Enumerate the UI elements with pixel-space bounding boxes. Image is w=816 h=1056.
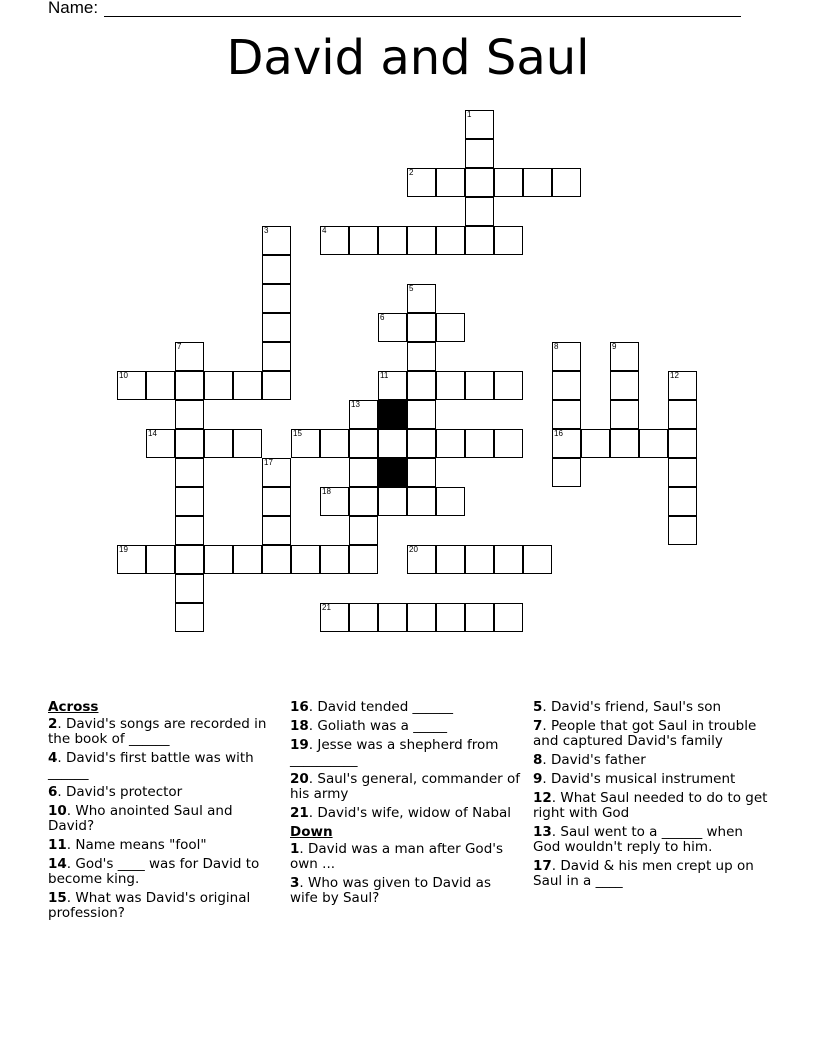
cell-number: 1 <box>467 110 472 119</box>
clue-number: 2 <box>48 716 58 732</box>
across-heading: Across <box>48 699 99 715</box>
clue-number: 18 <box>290 718 309 734</box>
crossword-cell[interactable] <box>552 371 581 400</box>
crossword-cell[interactable] <box>523 545 552 574</box>
crossword-cell[interactable] <box>349 400 378 429</box>
crossword-cell[interactable] <box>523 168 552 197</box>
crossword-cell[interactable] <box>465 429 494 458</box>
crossword-cell[interactable] <box>668 458 697 487</box>
crossword-cell[interactable] <box>175 458 204 487</box>
cell-number: 9 <box>612 342 617 351</box>
clue-item: 2. David's songs are recorded in the book of ______ <box>48 716 267 747</box>
crossword-cell[interactable] <box>320 226 349 255</box>
crossword-cell[interactable] <box>494 603 523 632</box>
crossword-cell[interactable] <box>552 168 581 197</box>
cell-number: 21 <box>322 603 331 612</box>
crossword-cell[interactable] <box>668 429 697 458</box>
clue-text: David's songs are recorded in the book of ______ <box>48 716 267 747</box>
crossword-cell[interactable] <box>320 487 349 516</box>
crossword-cell[interactable] <box>349 487 378 516</box>
crossword-cell[interactable] <box>349 603 378 632</box>
crossword-cell[interactable] <box>378 603 407 632</box>
clue-item: 7. People that got Saul in trouble and captured David's family <box>533 718 757 749</box>
clue-text: David's father <box>551 752 646 768</box>
crossword-cell[interactable] <box>175 342 204 371</box>
crossword-cell[interactable] <box>465 139 494 168</box>
crossword-cell[interactable] <box>552 458 581 487</box>
clue-number: 3 <box>290 875 300 891</box>
crossword-cell[interactable] <box>436 429 465 458</box>
clue-number: 9 <box>533 771 543 787</box>
clue-text: What was David's original profession? <box>48 890 251 921</box>
clue-text: David was a man after God's own ... <box>290 841 504 872</box>
clue-text: People that got Saul in trouble and captured David's family <box>533 718 757 749</box>
crossword-cell[interactable] <box>175 371 204 400</box>
crossword-cell[interactable] <box>407 545 436 574</box>
cell-number: 6 <box>380 313 385 322</box>
clue-text: David's protector <box>66 784 183 800</box>
crossword-cell[interactable] <box>465 226 494 255</box>
crossword-cell[interactable] <box>436 313 465 342</box>
crossword-cell[interactable] <box>465 110 494 139</box>
crossword-cell[interactable] <box>349 226 378 255</box>
clue-text: David & his men crept up on Saul in a ____ <box>533 858 754 889</box>
clue-column-3 <box>533 700 768 893</box>
crossword-cell[interactable] <box>407 313 436 342</box>
crossword-cell[interactable] <box>581 429 610 458</box>
clue-item: 14. God's ____ was for David to become king. <box>48 856 260 887</box>
crossword-cell[interactable] <box>175 429 204 458</box>
clue-item: 1. David was a man after God's own ... <box>290 841 504 872</box>
crossword-cell[interactable] <box>407 284 436 313</box>
clue-item: 16. David tended ______ <box>290 699 454 715</box>
crossword-cell[interactable] <box>175 603 204 632</box>
clue-number: 7 <box>533 718 543 734</box>
clue-number: 13 <box>533 824 552 840</box>
crossword-cell[interactable] <box>320 603 349 632</box>
clue-text: Jesse was a shepherd from __________ <box>290 737 499 768</box>
crossword-cell[interactable] <box>117 545 146 574</box>
cell-number: 15 <box>293 429 302 438</box>
clue-number: 10 <box>48 803 67 819</box>
crossword-cell[interactable] <box>146 545 175 574</box>
crossword-cell[interactable] <box>262 371 291 400</box>
crossword-cell[interactable] <box>494 371 523 400</box>
crossword-cell[interactable] <box>465 545 494 574</box>
crossword-cell[interactable] <box>407 487 436 516</box>
crossword-cell[interactable] <box>262 487 291 516</box>
crossword-cell[interactable] <box>668 487 697 516</box>
crossword-cell[interactable] <box>465 603 494 632</box>
crossword-block <box>378 400 407 429</box>
crossword-cell[interactable] <box>436 603 465 632</box>
clue-number: 21 <box>290 805 309 821</box>
cell-number: 3 <box>264 226 269 235</box>
clue-text: Goliath was a _____ <box>317 718 447 734</box>
cell-number: 2 <box>409 168 414 177</box>
crossword-cell[interactable] <box>436 545 465 574</box>
crossword-cell[interactable] <box>378 313 407 342</box>
crossword-cell[interactable] <box>320 545 349 574</box>
cell-number: 17 <box>264 458 273 467</box>
clue-text: What Saul needed to do to get right with God <box>533 790 768 821</box>
crossword-cell[interactable] <box>349 429 378 458</box>
crossword-block <box>378 458 407 487</box>
clue-number: 1 <box>290 841 300 857</box>
cell-number: 11 <box>380 371 389 380</box>
crossword-cell[interactable] <box>378 429 407 458</box>
crossword-cell[interactable] <box>117 371 146 400</box>
name-label: Name: <box>48 0 99 17</box>
clue-text: Name means "fool" <box>75 837 207 853</box>
crossword-cell[interactable] <box>465 197 494 226</box>
crossword-cell[interactable] <box>436 487 465 516</box>
crossword-cell[interactable] <box>204 545 233 574</box>
clue-item: 19. Jesse was a shepherd from __________ <box>290 737 499 768</box>
crossword-cell[interactable] <box>262 313 291 342</box>
cell-number: 4 <box>322 226 327 235</box>
crossword-cell[interactable] <box>610 400 639 429</box>
clue-number: 8 <box>533 752 543 768</box>
crossword-cell[interactable] <box>552 342 581 371</box>
crossword-cell[interactable] <box>668 516 697 545</box>
clue-item: 17. David & his men crept up on Saul in a ____ <box>533 858 754 889</box>
crossword-cell[interactable] <box>175 574 204 603</box>
cell-number: 13 <box>351 400 360 409</box>
clue-item: 10. Who anointed Saul and David? <box>48 803 233 834</box>
crossword-cell[interactable] <box>407 429 436 458</box>
crossword-cell[interactable] <box>378 487 407 516</box>
crossword-cell[interactable] <box>378 226 407 255</box>
cell-number: 14 <box>148 429 157 438</box>
cell-number: 7 <box>177 342 182 351</box>
crossword-cell[interactable] <box>552 429 581 458</box>
cell-number: 16 <box>554 429 563 438</box>
crossword-cell[interactable] <box>436 371 465 400</box>
crossword-cell[interactable] <box>610 429 639 458</box>
crossword-cell[interactable] <box>494 168 523 197</box>
down-heading: Down <box>290 824 333 840</box>
crossword-cell[interactable] <box>262 226 291 255</box>
clue-item: 3. Who was given to David as wife by Saul? <box>290 875 491 906</box>
clue-number: 12 <box>533 790 552 806</box>
crossword-cell[interactable] <box>552 400 581 429</box>
clue-text: David's friend, Saul's son <box>551 699 722 715</box>
clue-text: God's ____ was for David to become king. <box>48 856 260 887</box>
clue-text: Who anointed Saul and David? <box>48 803 233 834</box>
cell-number: 10 <box>119 371 128 380</box>
clue-number: 17 <box>533 858 552 874</box>
crossword-cell[interactable] <box>233 371 262 400</box>
crossword-cell[interactable] <box>349 458 378 487</box>
crossword-cell[interactable] <box>175 545 204 574</box>
crossword-cell[interactable] <box>407 342 436 371</box>
clue-text: Saul's general, commander of his army <box>290 771 521 802</box>
clue-text: Who was given to David as wife by Saul? <box>290 875 491 906</box>
clue-number: 5 <box>533 699 543 715</box>
crossword-cell[interactable] <box>175 516 204 545</box>
crossword-cell[interactable] <box>146 429 175 458</box>
crossword-cell[interactable] <box>349 516 378 545</box>
clue-item: 12. What Saul needed to do to get right with God <box>533 790 768 821</box>
clue-number: 19 <box>290 737 309 753</box>
clue-number: 4 <box>48 750 58 766</box>
crossword-cell[interactable] <box>407 168 436 197</box>
clue-number: 11 <box>48 837 67 853</box>
cell-number: 8 <box>554 342 559 351</box>
crossword-cell[interactable] <box>349 545 378 574</box>
clue-text: David's musical instrument <box>551 771 736 787</box>
clue-column-2 <box>290 700 520 910</box>
crossword-cell[interactable] <box>407 603 436 632</box>
crossword-cell[interactable] <box>436 168 465 197</box>
crossword-cell[interactable] <box>262 458 291 487</box>
crossword-cell[interactable] <box>291 429 320 458</box>
crossword-cell[interactable] <box>436 226 465 255</box>
crossword-cell[interactable] <box>175 400 204 429</box>
clue-column-1 <box>48 700 270 925</box>
cell-number: 12 <box>670 371 679 380</box>
crossword-cell[interactable] <box>262 342 291 371</box>
clue-text: Saul went to a ______ when God wouldn't reply to him. <box>533 824 743 855</box>
crossword-cell[interactable] <box>262 284 291 313</box>
clue-item: 15. What was David's original profession? <box>48 890 251 921</box>
crossword-cell[interactable] <box>262 545 291 574</box>
clue-item: 6. David's protector <box>48 784 183 800</box>
crossword-cell[interactable] <box>378 371 407 400</box>
crossword-cell[interactable] <box>262 255 291 284</box>
clue-text: David's first battle was with ______ <box>48 750 254 781</box>
crossword-cell[interactable] <box>668 371 697 400</box>
crossword-cell[interactable] <box>233 545 262 574</box>
clue-number: 15 <box>48 890 67 906</box>
crossword-cell[interactable] <box>291 545 320 574</box>
crossword-cell[interactable] <box>233 429 262 458</box>
clue-item: 13. Saul went to a ______ when God wouldn't reply to him. <box>533 824 743 855</box>
crossword-cell[interactable] <box>320 429 349 458</box>
clue-item: 20. Saul's general, commander of his army <box>290 771 521 802</box>
crossword-cell[interactable] <box>668 400 697 429</box>
cell-number: 5 <box>409 284 414 293</box>
clue-item: 11. Name means "fool" <box>48 837 207 853</box>
crossword-cell[interactable] <box>262 516 291 545</box>
clue-item: 4. David's first battle was with ______ <box>48 750 254 781</box>
clue-number: 6 <box>48 784 58 800</box>
crossword-cell[interactable] <box>175 487 204 516</box>
clue-item: 9. David's musical instrument <box>533 771 736 787</box>
crossword-cell[interactable] <box>407 458 436 487</box>
crossword-cell[interactable] <box>494 226 523 255</box>
clue-item: 18. Goliath was a _____ <box>290 718 447 734</box>
page-title: David and Saul <box>226 30 590 86</box>
crossword-cell[interactable] <box>407 400 436 429</box>
crossword-cell[interactable] <box>494 429 523 458</box>
clue-item: 5. David's friend, Saul's son <box>533 699 722 715</box>
crossword-cell[interactable] <box>639 429 668 458</box>
crossword-cell[interactable] <box>204 371 233 400</box>
cell-number: 18 <box>322 487 331 496</box>
crossword-cell[interactable] <box>407 371 436 400</box>
cell-number: 20 <box>409 545 418 554</box>
cell-number: 19 <box>119 545 128 554</box>
crossword-cell[interactable] <box>204 429 233 458</box>
clue-number: 14 <box>48 856 67 872</box>
clue-text: David tended ______ <box>317 699 454 715</box>
crossword-cell[interactable] <box>465 168 494 197</box>
crossword-cell[interactable] <box>494 545 523 574</box>
clue-text: David's wife, widow of Nabal <box>317 805 512 821</box>
clue-item: 8. David's father <box>533 752 646 768</box>
crossword-cell[interactable] <box>610 342 639 371</box>
clue-number: 16 <box>290 699 309 715</box>
crossword-cell[interactable] <box>407 226 436 255</box>
crossword-cell[interactable] <box>465 371 494 400</box>
clue-number: 20 <box>290 771 309 787</box>
crossword-cell[interactable] <box>610 371 639 400</box>
crossword-cell[interactable] <box>146 371 175 400</box>
clue-item: 21. David's wife, widow of Nabal <box>290 805 512 821</box>
